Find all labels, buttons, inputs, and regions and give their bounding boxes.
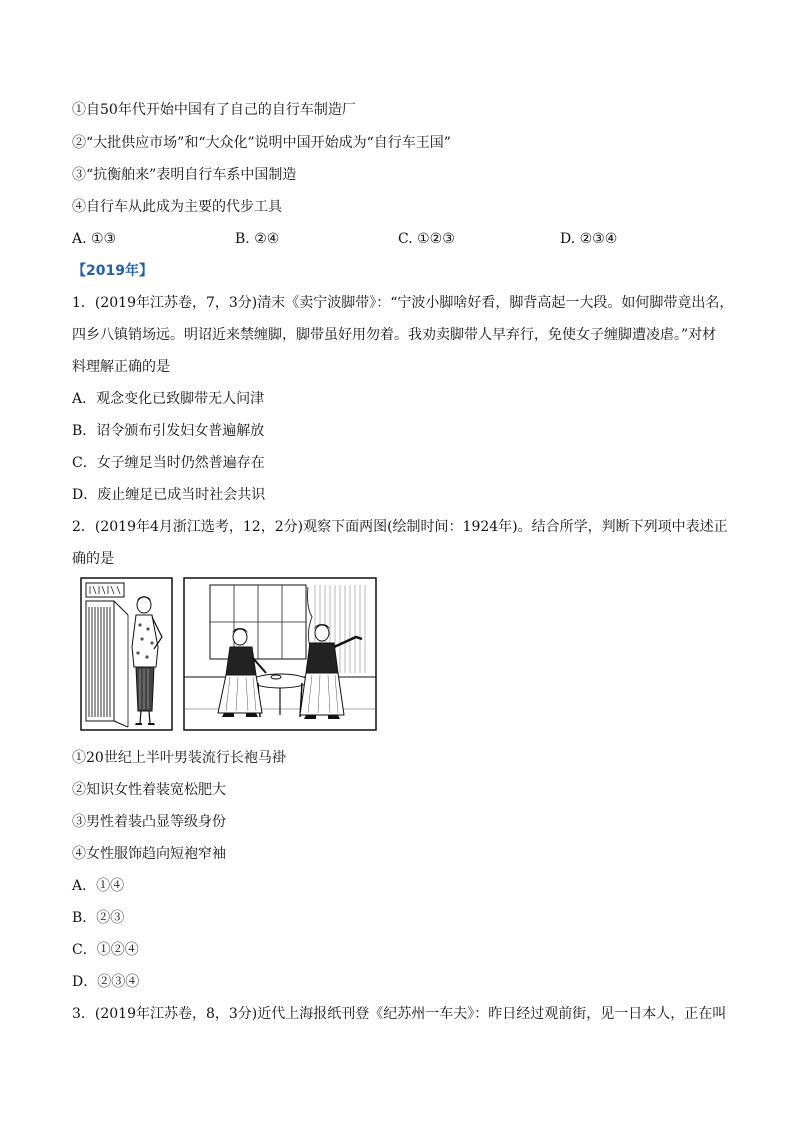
option-c: C. ①②③ [398, 231, 455, 247]
illustrations-1924 [80, 577, 377, 731]
q2-stem-line-2: 确的是 [72, 551, 114, 567]
q2-option-c: C．①②④ [72, 942, 139, 958]
illustration-two-men [184, 578, 376, 730]
q2-statement-4: ④女性服饰趋向短袍窄袖 [72, 846, 226, 862]
q2-option-d: D．②③④ [72, 974, 140, 990]
q1-option-c: C．女子缠足当时仍然普遍存在 [72, 455, 265, 471]
statement-1: ①自50年代开始中国有了自己的自行车制造厂 [72, 102, 356, 118]
statement-4: ④自行车从此成为主要的代步工具 [72, 199, 282, 215]
option-d: D. ②③④ [560, 231, 618, 247]
illustration-woman [81, 578, 172, 730]
q1-option-b: B．诏令颁布引发妇女普遍解放 [72, 423, 265, 439]
q1-stem-line-1: 1．(2019年江苏卷，7，3分)清末《卖宁波脚带》：“宁波小脚啥好看，脚背高起一大段。如何脚带竟出名， [72, 295, 734, 311]
q1-stem-line-3: 料理解正确的是 [72, 359, 170, 375]
q2-statement-3: ③男性着装凸显等级身份 [72, 814, 226, 830]
q2-statement-2: ②知识女性着装宽松肥大 [72, 782, 226, 798]
q2-option-b: B．②③ [72, 910, 125, 926]
option-a: A. ①③ [72, 231, 117, 247]
q2-statement-1: ①20世纪上半叶男装流行长袍马褂 [72, 750, 286, 766]
statement-3: ③“抗衡舶来”表明自行车系中国制造 [72, 167, 297, 183]
statement-2: ②“大批供应市场”和“大众化”说明中国开始成为“自行车王国” [72, 135, 451, 151]
q2-stem-line-1: 2．(2019年4月浙江选考，12，2分)观察下面两图(绘制时间：1924年)。结合所学，判断下列项中表述正 [72, 519, 728, 535]
q2-option-a: A．①④ [72, 878, 125, 894]
section-heading: 【2019年】 [72, 263, 153, 279]
q3-stem-line-1: 3．(2019年江苏卷，8，3分)近代上海报纸刊登《纪苏州一车夫》：昨日经过观前街，见一日本人，正在叫 [72, 1006, 727, 1022]
option-b: B. ②④ [235, 231, 280, 247]
q1-option-d: D．废止缠足已成当时社会共识 [72, 487, 266, 503]
q1-stem-line-2: 四乡八镇销场远。明诏近来禁缠脚，脚带虽好用勿着。我劝卖脚带人早弃行，免使女子缠脚遭凌虐。”对材 [72, 327, 717, 343]
q1-option-a: A．观念变化已致脚带无人问津 [72, 391, 265, 407]
